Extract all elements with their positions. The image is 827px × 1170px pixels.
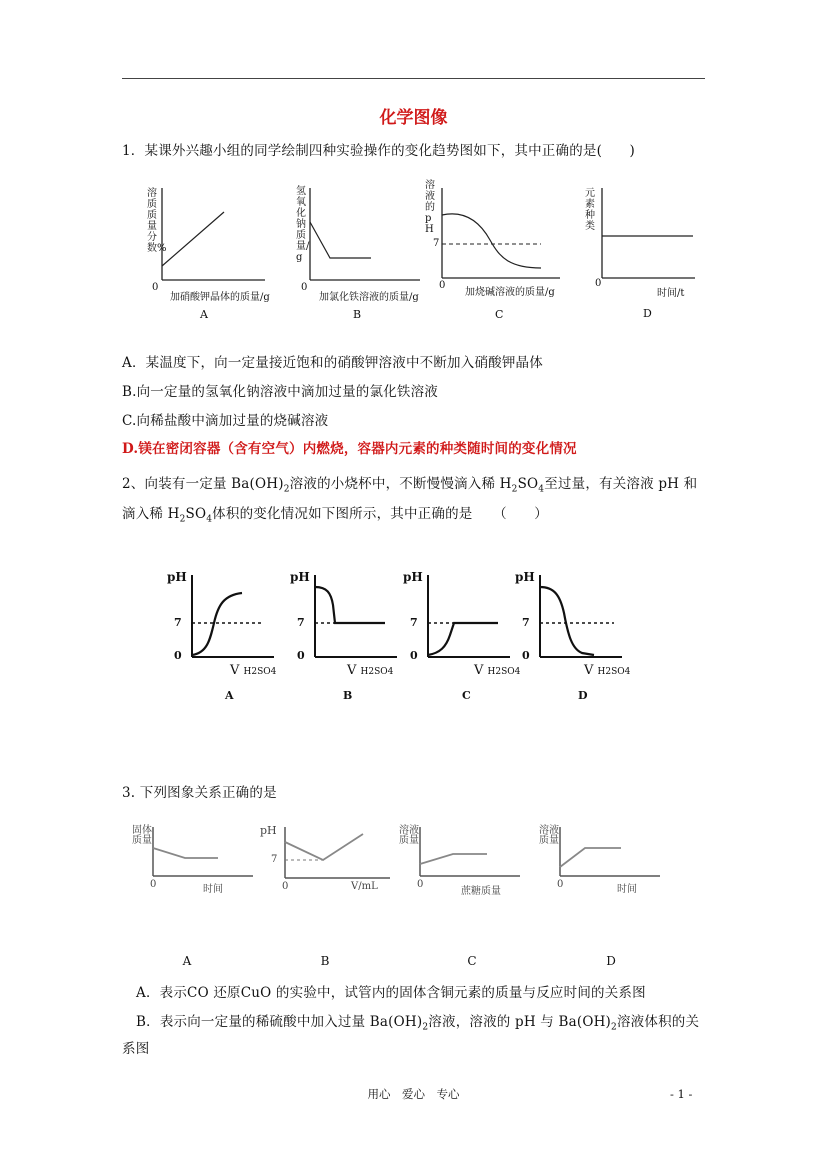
origin: 0 [150, 879, 157, 890]
curve [315, 587, 385, 623]
tick-7: 7 [410, 616, 418, 629]
ylabel: pH [167, 570, 187, 584]
graph-label: D [643, 307, 652, 320]
curve [285, 834, 363, 860]
graph-label: D [578, 689, 588, 702]
q3-option-b-line1: B．表示向一定量的稀硫酸中加入过量 $Ba(OH)_2$溶液，溶液的 pH 与 $Ba(OH)_2$溶液体积的关 [136, 1014, 700, 1033]
ylabel: pH [403, 570, 423, 584]
xlabel: 时间 [203, 884, 223, 895]
ylabel: 氢氧化钠质量/g [296, 186, 310, 263]
ylabel: 溶液质量 [539, 825, 559, 846]
curve [442, 214, 541, 268]
q3-graph-c [395, 822, 525, 902]
origin: 0 [557, 879, 564, 890]
origin: 0 [174, 649, 182, 662]
q2-stem-line2: 滴入稀 $H_2SO_4$体积的变化情况如下图所示，其中正确的是 （ ） [122, 506, 548, 525]
origin: 0 [595, 278, 602, 289]
tick-7: 7 [522, 616, 530, 629]
tick-7: 7 [174, 616, 182, 629]
origin: 0 [301, 282, 308, 293]
header-rule [122, 78, 705, 79]
origin: 0 [522, 649, 530, 662]
xlabel: 加烧碱溶液的质量/g [465, 287, 555, 298]
curve [428, 623, 498, 655]
tick-7: 7 [271, 854, 278, 865]
graph-label: A [200, 308, 208, 321]
origin: 0 [282, 881, 289, 892]
q2-graph-a [162, 565, 282, 705]
curve [153, 848, 218, 858]
q3-label-b: B [320, 954, 330, 968]
origin: 0 [417, 879, 424, 890]
graph-label: A [225, 689, 234, 702]
tick-7: 7 [433, 238, 440, 249]
curve [420, 854, 487, 864]
q2-graph-d [510, 565, 635, 705]
curve [560, 848, 621, 867]
footer-motto: 用心 爱心 专心 [367, 1087, 460, 1101]
xlabel: V/mL [351, 881, 378, 892]
xlabel: V H2SO4 [347, 663, 394, 678]
xlabel: 加硝酸钾晶体的质量/g [170, 292, 270, 303]
page-title: 化学图像 [379, 108, 448, 128]
q2-stem-line1: 2、向装有一定量 $Ba(OH)_2$溶液的小烧杯中，不断慢慢滴入稀 $H_2SO_4$至过量，有关溶液 pH 和 [122, 476, 698, 495]
curve [540, 587, 594, 655]
page-number: - 1 - [670, 1087, 693, 1101]
origin: 0 [152, 282, 159, 293]
origin: 0 [439, 280, 446, 291]
curve [162, 212, 224, 266]
q1-graph-b [295, 180, 425, 320]
xlabel: 时间 [617, 884, 637, 895]
xlabel: V H2SO4 [584, 663, 631, 678]
xlabel: 蔗糖质量 [461, 886, 501, 897]
ylabel: 溶液质量 [399, 825, 419, 846]
xlabel: 加氯化铁溶液的质量/g [319, 292, 419, 303]
q1-option-b: B.向一定量的氢氧化钠溶液中滴加过量的氯化铁溶液 [122, 384, 439, 400]
graph-label: B [353, 308, 362, 321]
q3-label-d: D [606, 954, 616, 968]
origin: 0 [410, 649, 418, 662]
origin: 0 [297, 649, 305, 662]
q1-option-c: C.向稀盐酸中滴加过量的烧碱溶液 [122, 413, 329, 429]
q3-label-c: C [467, 954, 477, 968]
xlabel: 时间/t [657, 288, 685, 299]
q1-graph-a [140, 180, 270, 320]
ylabel: 溶质质量分数% [147, 188, 167, 254]
ylabel: 固体质量 [132, 825, 152, 846]
graph-label: B [343, 689, 353, 702]
q1-option-d: D.镁在密闭容器（含有空气）内燃烧，容器内元素的种类随时间的变化情况 [122, 441, 577, 457]
q3-graph-a [128, 822, 258, 902]
xlabel: V H2SO4 [230, 663, 277, 678]
q2-graph-c [398, 565, 521, 705]
q1-option-a: A．某温度下，向一定量接近饱和的硝酸钾溶液中不断加入硝酸钾晶体 [122, 355, 543, 371]
q3-option-a: A．表示CO 还原CuO 的实验中，试管内的固体含铜元素的质量与反应时间的关系图 [136, 985, 646, 1001]
curve [192, 593, 242, 655]
q1-stem: 1．某课外兴趣小组的同学绘制四种实验操作的变化趋势图如下，其中正确的是( ) [122, 143, 635, 159]
q3-option-b-line2: 系图 [122, 1041, 150, 1057]
ylabel: pH [260, 824, 277, 837]
graph-label: C [495, 308, 504, 321]
q3-label-a: A [182, 954, 192, 968]
graph-label: C [462, 689, 471, 702]
ylabel: pH [290, 570, 310, 584]
ylabel: 元素种类 [585, 188, 595, 232]
q3-graph-d [535, 822, 665, 902]
q1-graph-d [585, 180, 715, 320]
curve [310, 222, 371, 258]
q1-graph-c [425, 180, 565, 320]
ylabel: 溶液的pH [425, 180, 435, 235]
q3-stem: 3. 下列图象关系正确的是 [122, 785, 277, 801]
xlabel: V H2SO4 [474, 663, 521, 678]
q2-graph-b [285, 565, 405, 705]
ylabel: pH [515, 570, 535, 584]
q3-graph-b [255, 822, 395, 902]
tick-7: 7 [297, 616, 305, 629]
